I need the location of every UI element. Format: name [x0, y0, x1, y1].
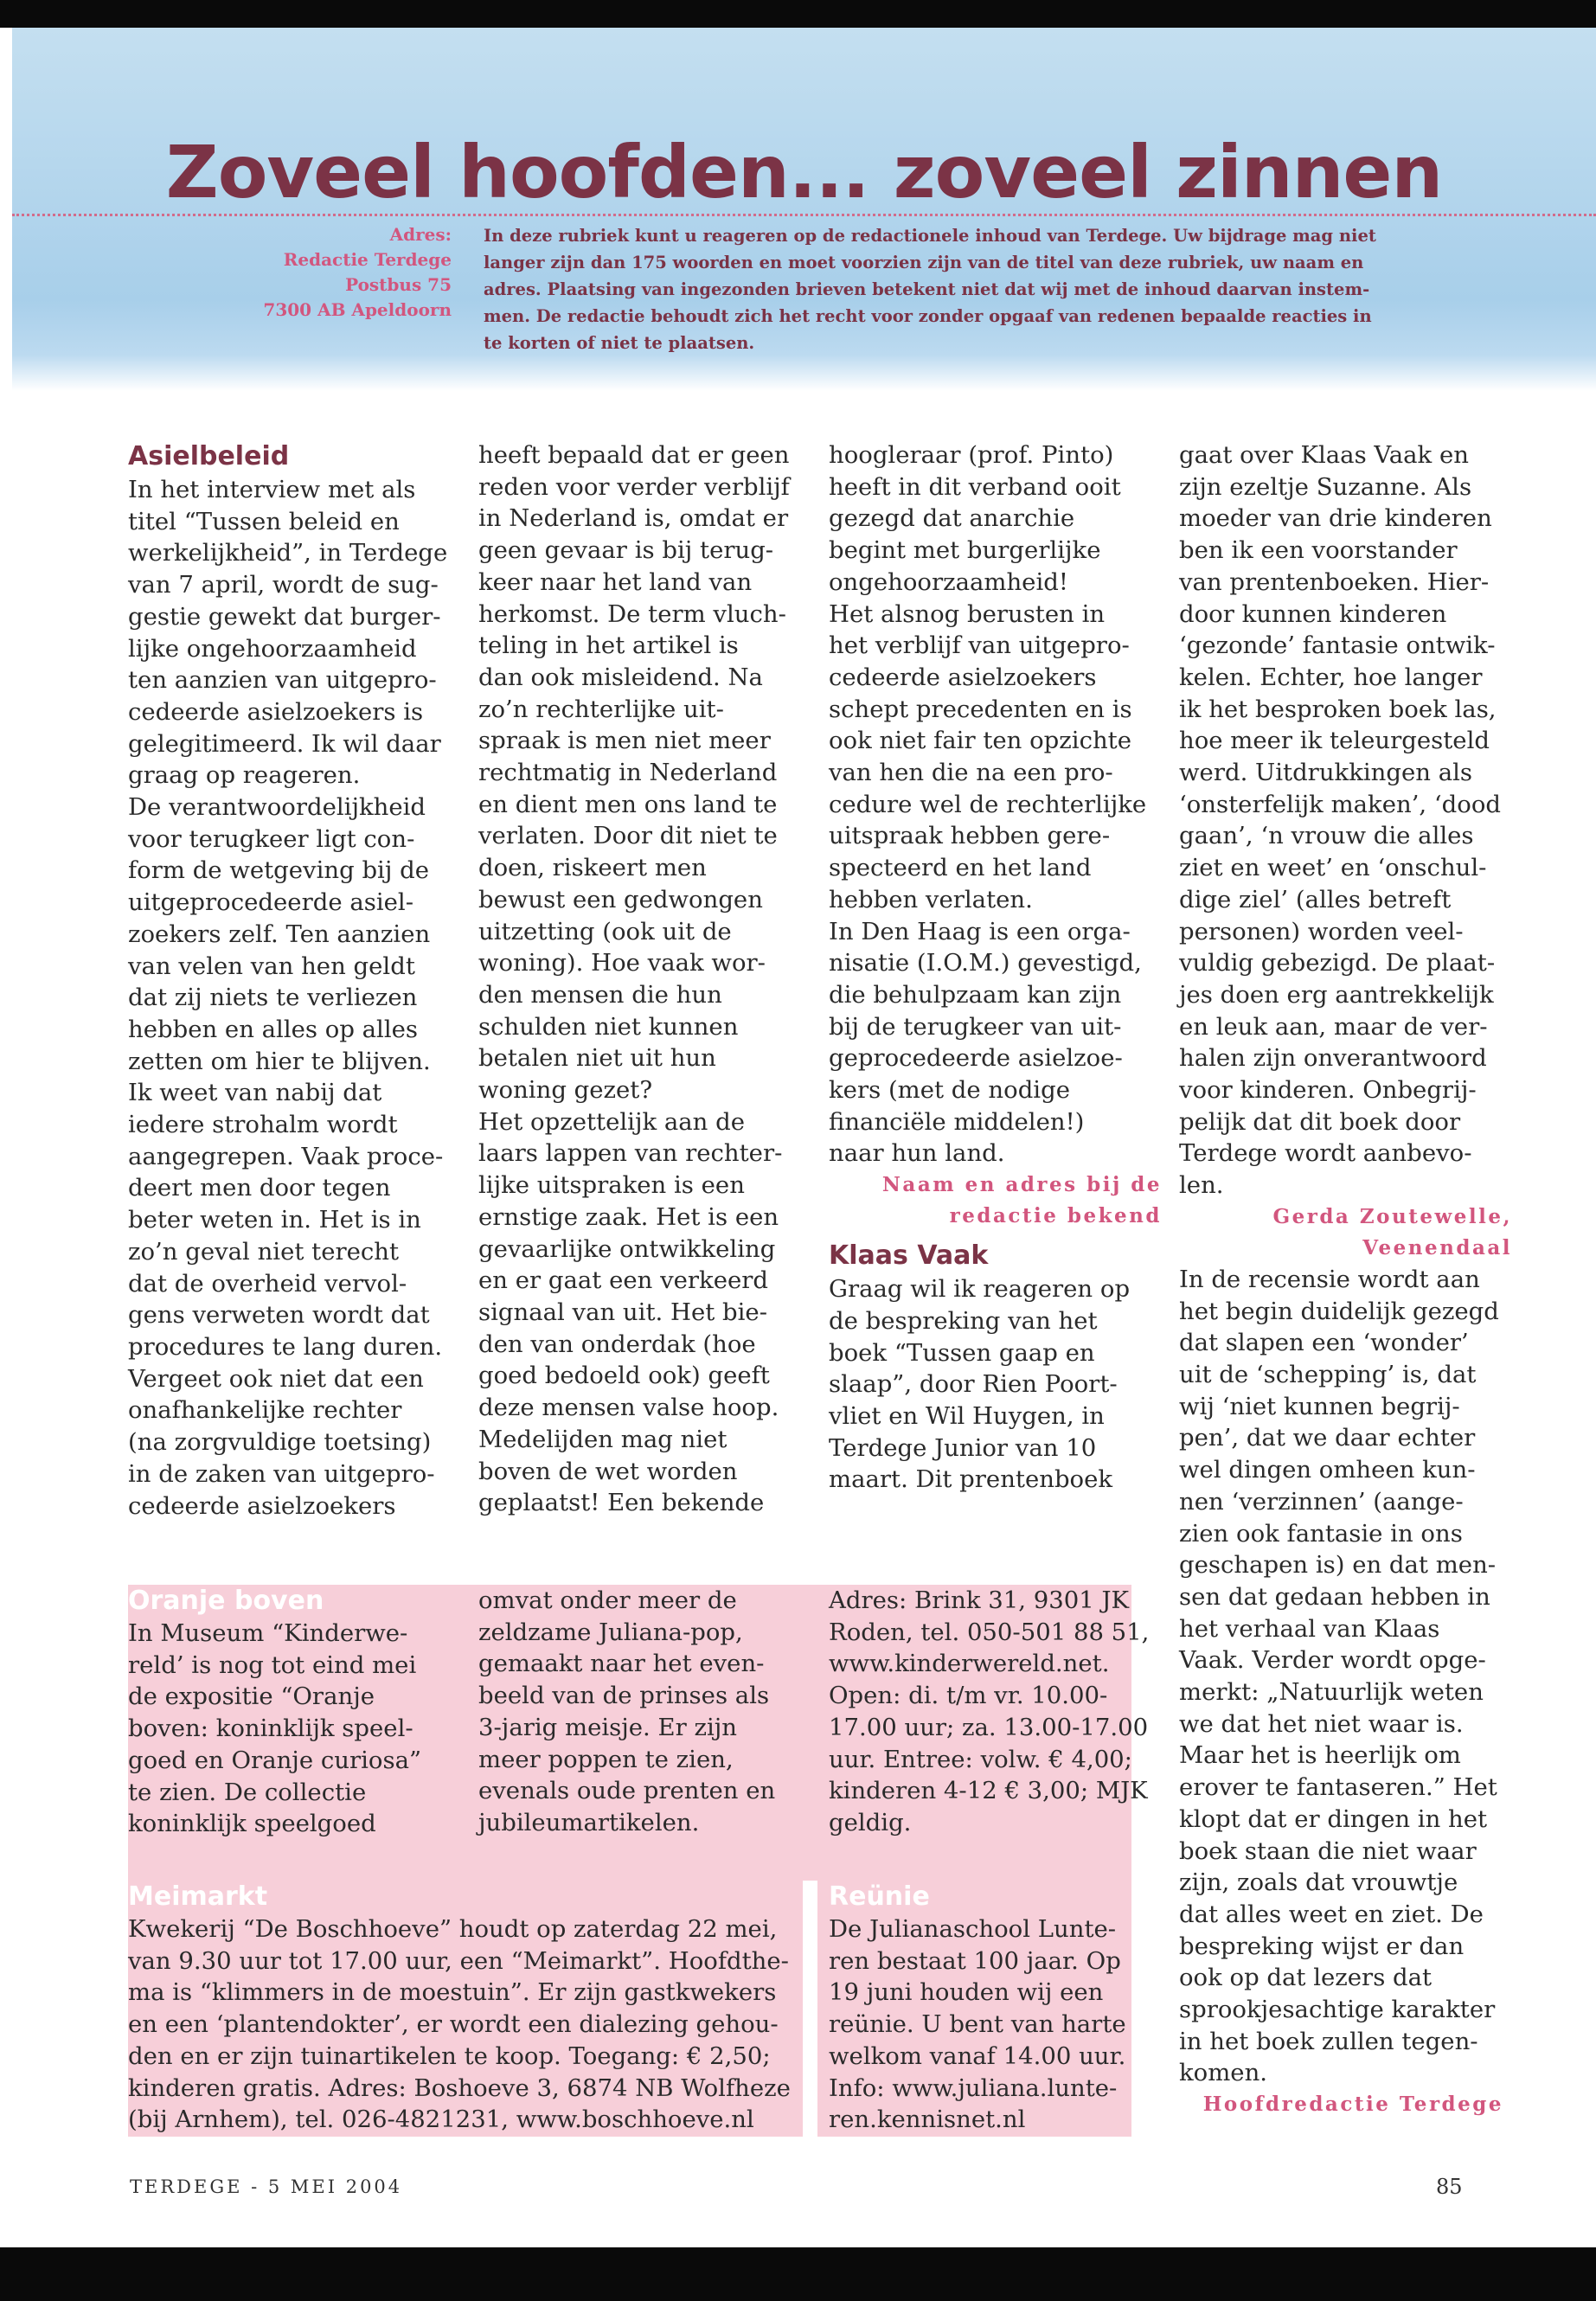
text-line: hoe meer ik teleurgesteld: [1179, 727, 1490, 755]
text-line: Adres: Brink 31, 9301 JK: [829, 1586, 1130, 1614]
text-line: in het boek zullen tegen-: [1179, 2027, 1478, 2055]
text-line: evenals oude prenten en: [478, 1777, 776, 1805]
text-line: Het opzettelijk aan de: [478, 1107, 745, 1136]
text-line: dat de overheid vervol-: [128, 1269, 407, 1298]
text-line: rechtmatig in Nederland: [478, 759, 778, 787]
text-line: ren bestaat 100 jaar. Op: [829, 1946, 1121, 1975]
text-line: geprocedeerde asielzoe-: [829, 1044, 1123, 1073]
text-line: beter weten in. Het is in: [128, 1206, 421, 1234]
text-line: voor kinderen. Onbegrij-: [1179, 1076, 1477, 1105]
text-line: ernstige zaak. Het is een: [478, 1202, 779, 1231]
text-line: in Nederland is, omdat er: [478, 504, 789, 533]
text-line: specteerd en het land: [829, 854, 1092, 882]
box-heading: Oranje boven: [128, 1586, 324, 1616]
letter-signature: [829, 1170, 1162, 1232]
text-line: ongehoorzaamheid!: [829, 567, 1068, 596]
article-body: [829, 1273, 1153, 1496]
text-line: De Julianaschool Lunte-: [829, 1915, 1117, 1943]
text-line: financiële middelen!): [829, 1107, 1085, 1136]
text-line: gemaakt naar het even-: [478, 1650, 765, 1678]
text-line: Vergeet ook niet dat een: [128, 1364, 424, 1393]
letter-signature: [1179, 1202, 1512, 1264]
text-line: het begin duidelijk gezegd: [1179, 1297, 1499, 1325]
dotted-divider: [12, 214, 1596, 216]
text-line: aangegrepen. Vaak proce-: [128, 1142, 444, 1170]
box-body: [478, 1585, 803, 1839]
article-body: [1179, 1264, 1503, 2089]
letter-column-4: [1179, 439, 1512, 2120]
text-line: In Den Haag is een orga-: [829, 917, 1131, 945]
text-line: hebben verlaten.: [829, 885, 1033, 913]
text-line: moeder van drie kinderen: [1179, 504, 1492, 533]
text-line: meer poppen te zien,: [478, 1745, 734, 1773]
text-line: schulden niet kunnen: [478, 1012, 739, 1041]
text-line: door kunnen kinderen: [1179, 599, 1447, 628]
text-line: ik het besproken boek las,: [1179, 695, 1497, 723]
text-line: geldig.: [829, 1808, 912, 1836]
letter-column-2: [478, 439, 803, 1519]
intro-line: In deze rubriek kunt u reageren op de redactionele inhoud van Terdege. Uw bijdrage mag niet: [484, 226, 1376, 246]
intro-line: men. De redactie behoudt zich het recht voor zonder opgaaf van redenen bepaalde reacties in: [484, 306, 1372, 326]
text-line: 3-jarig meisje. Er zijn: [478, 1713, 738, 1741]
text-line: dat slapen een ‘wonder’: [1179, 1329, 1469, 1357]
text-line: ten aanzien van uitgepro-: [128, 666, 437, 695]
text-line: gestie gewekt dat burger-: [128, 602, 441, 631]
text-line: hoogleraar (prof. Pinto): [829, 441, 1114, 469]
text-line: het verhaal van Klaas: [1179, 1614, 1440, 1643]
box-heading: Reünie: [829, 1881, 930, 1912]
text-line: van 7 april, wordt de sug-: [128, 571, 439, 599]
text-line: dige ziel’ (alles betreft: [1179, 885, 1452, 913]
text-line: gezegd dat anarchie: [829, 504, 1075, 533]
text-line: boek “Tussen gaap en: [829, 1338, 1095, 1367]
editorial-address: [211, 222, 452, 323]
box-heading: Meimarkt: [128, 1881, 268, 1912]
text-line: de expositie “Oranje: [128, 1682, 375, 1711]
text-line: dat zij niets te verliezen: [128, 984, 418, 1012]
text-line: Info: www.juliana.lunte-: [829, 2073, 1118, 2102]
letter-signature: [1179, 2089, 1503, 2120]
text-line: deze mensen valse hoop.: [478, 1394, 779, 1422]
text-line: zeldzame Juliana-pop,: [478, 1618, 743, 1646]
text-line: Vaak. Verder wordt opge-: [1179, 1646, 1486, 1675]
text-line: van hen die na een pro-: [829, 759, 1113, 787]
text-line: kelen. Echter, hoe langer: [1179, 663, 1483, 691]
text-line: lijke uitspraken is een: [478, 1171, 745, 1200]
text-line: procedures te lang duren.: [128, 1332, 443, 1361]
box-oranje-boven: [128, 1585, 1150, 1881]
text-line: uitzetting (ook uit de: [478, 917, 732, 945]
text-line: uit de ‘schepping’ is, dat: [1179, 1360, 1477, 1388]
text-line: wel dingen omheen kun-: [1179, 1456, 1476, 1484]
text-line: Kwekerij “De Boschhoeve” houdt op zaterdag 22 mei,: [128, 1915, 778, 1943]
top-scan-border: [0, 0, 1596, 28]
text-line: goed en Oranje curiosa”: [128, 1746, 422, 1774]
page-title: Zoveel hoofden... zoveel zinnen: [165, 130, 1443, 215]
text-line: boek staan die niet waar: [1179, 1836, 1477, 1865]
article-body: [128, 474, 452, 1522]
text-line: omvat onder meer de: [478, 1586, 737, 1614]
text-line: klopt dat er dingen in het: [1179, 1804, 1488, 1833]
article-body: [829, 439, 1153, 1170]
text-line: zoekers zelf. Ten aanzien: [128, 920, 431, 948]
text-line: www.kinderwereld.net.: [829, 1650, 1110, 1678]
text-line: verlaten. Door dit niet te: [478, 822, 778, 850]
text-line: cedeerde asielzoekers: [128, 1491, 396, 1520]
text-line: gevaarlijke ontwikkeling: [478, 1234, 776, 1263]
text-line: form de wetgeving bij de: [128, 856, 429, 885]
text-line: reld’ is nog tot eind mei: [128, 1650, 417, 1679]
text-line: geplaatst! Een bekende: [478, 1489, 765, 1517]
text-line: titel “Tussen beleid en: [128, 507, 400, 535]
box-body: [829, 1585, 1150, 1839]
text-line: In Museum “Kinderwe-: [128, 1619, 408, 1647]
box-reunie: [817, 1881, 1131, 2137]
text-line: In het interview met als: [128, 476, 416, 503]
text-line: schept precedenten en is: [829, 695, 1132, 723]
text-line: halen zijn onverantwoord: [1179, 1044, 1487, 1073]
article-heading-asielbeleid: Asielbeleid: [128, 441, 290, 471]
text-line: slaap”, door Rien Poort-: [829, 1370, 1118, 1399]
text-line: Maar het is heerlijk om: [1179, 1741, 1461, 1770]
text-line: kers (met de nodige: [829, 1076, 1070, 1105]
box-body: [128, 1618, 452, 1840]
address-line: Adres:: [389, 224, 452, 245]
bottom-scan-border: [0, 2247, 1596, 2301]
letter-column-3: [829, 439, 1162, 1496]
text-line: jubileumartikelen.: [478, 1808, 700, 1836]
text-line: gelegitimeerd. Ik wil daar: [128, 729, 441, 758]
text-line: geschapen is) en dat men-: [1179, 1551, 1497, 1580]
signature-line: Naam en adres bij de: [881, 1173, 1162, 1197]
text-line: en dient men ons land te: [478, 790, 778, 818]
text-line: teling in het artikel is: [478, 631, 739, 660]
text-line: heeft in dit verband ooit: [829, 472, 1121, 501]
box-meimarkt: [128, 1881, 803, 2137]
text-line: in de zaken van uitgepro-: [128, 1459, 435, 1488]
text-line: zijn ezeltje Suzanne. Als: [1179, 472, 1472, 501]
text-line: den mensen die hun: [478, 980, 722, 1009]
text-line: onafhankelijke rechter: [128, 1396, 402, 1425]
text-line: deert men door tegen: [128, 1174, 391, 1202]
text-line: cedure wel de rechterlijke: [829, 790, 1147, 818]
text-line: pelijk dat dit boek door: [1179, 1107, 1461, 1136]
text-line: len.: [1179, 1171, 1224, 1200]
signature-line: Gerda Zoutewelle,: [1272, 1204, 1512, 1228]
text-line: woning). Hoe vaak wor-: [478, 949, 766, 977]
text-line: ben ik een voorstander: [1179, 536, 1458, 565]
text-line: het verblijf van uitgepro-: [829, 631, 1130, 660]
address-line: Redactie Terdege: [283, 249, 452, 270]
intro-line: langer zijn dan 175 woorden en moet voorzien zijn van de titel van deze rubriek, uw naam en: [484, 253, 1364, 272]
text-line: ren.kennisnet.nl: [829, 2106, 1026, 2134]
text-line: cedeerde asielzoekers: [829, 663, 1097, 691]
signature-line: redactie bekend: [949, 1204, 1162, 1228]
text-line: iedere strohalm wordt: [128, 1111, 398, 1139]
text-line: voor terugkeer ligt con-: [128, 824, 415, 853]
text-line: spraak is men niet meer: [478, 727, 771, 755]
text-line: bewust een gedwongen: [478, 885, 763, 913]
text-line: ‘onsterfelijk maken’, ‘dood: [1179, 790, 1501, 818]
text-line: den en er zijn tuinartikelen te koop. Toegang: € 2,50;: [128, 2041, 771, 2070]
text-line: de bespreking van het: [829, 1306, 1098, 1335]
text-line: gaat over Klaas Vaak en: [1179, 441, 1469, 469]
address-line: 7300 AB Apeldoorn: [263, 299, 452, 320]
text-line: erover te fantaseren.” Het: [1179, 1773, 1497, 1802]
text-line: doen, riskeert men: [478, 854, 707, 882]
text-line: van velen van hen geldt: [128, 952, 415, 980]
text-line: zo’n geval niet terecht: [128, 1237, 400, 1266]
text-line: den van onderdak (hoe: [478, 1330, 756, 1358]
letter-column-1: [128, 439, 452, 1522]
text-line: van prentenboeken. Hier-: [1179, 567, 1490, 596]
page-number: 85: [1436, 2175, 1463, 2199]
text-line: gens verweten wordt dat: [128, 1301, 430, 1330]
text-line: pen’, dat we daar echter: [1179, 1424, 1476, 1452]
text-line: geen gevaar is bij terug-: [478, 536, 774, 565]
text-line: nisatie (I.O.M.) gevestigd,: [829, 949, 1142, 977]
text-line: Het alsnog berusten in: [829, 599, 1106, 628]
text-line: reden voor verder verblijf: [478, 472, 790, 501]
text-line: beeld van de prinses als: [478, 1682, 770, 1710]
text-line: ziet en weet’ en ‘onschul-: [1179, 854, 1487, 882]
text-line: (na zorgvuldige toetsing): [128, 1428, 432, 1457]
text-line: Roden, tel. 050-501 88 51,: [829, 1618, 1150, 1646]
text-line: Terdege wordt aanbevo-: [1179, 1139, 1472, 1168]
article-body: [478, 439, 803, 1519]
intro-line: te korten of niet te plaatsen.: [484, 333, 755, 353]
text-line: dan ook misleidend. Na: [478, 663, 763, 691]
article-heading-klaas-vaak: Klaas Vaak: [829, 1240, 989, 1272]
text-line: begint met burgerlijke: [829, 536, 1101, 565]
intro-line: adres. Plaatsing van ingezonden brieven betekent niet dat wij met de inhoud daarvan instem-: [484, 279, 1370, 299]
text-line: In de recensie wordt aan: [1179, 1265, 1480, 1293]
text-line: De verantwoordelijkheid: [128, 793, 426, 822]
text-line: reünie. U bent van harte: [829, 2010, 1126, 2039]
text-line: koninklijk speelgoed: [128, 1810, 376, 1838]
box-body: [829, 1913, 1131, 2136]
article-body: [1179, 439, 1503, 1202]
text-line: zijn, zoals dat vrouwtje: [1179, 1868, 1458, 1897]
text-line: 17.00 uur; za. 13.00-17.00: [829, 1713, 1149, 1741]
text-line: nen ‘verzinnen’ (aange-: [1179, 1487, 1464, 1516]
text-line: welkom vanaf 14.00 uur.: [829, 2041, 1126, 2070]
footer-issue: TERDEGE - 5 MEI 2004: [130, 2176, 403, 2197]
text-line: dat alles weet en ziet. De: [1179, 1900, 1484, 1928]
text-line: bespreking wijst er dan: [1179, 1932, 1465, 1960]
text-line: uitgeprocedeerde asiel-: [128, 888, 413, 917]
text-line: keer naar het land van: [478, 567, 753, 596]
text-line: goed bedoeld ook) geeft: [478, 1362, 770, 1390]
text-line: en er gaat een verkeerd: [478, 1266, 768, 1295]
text-line: uitspraak hebben gere-: [829, 822, 1111, 850]
text-line: zetten om hier te blijven.: [128, 1047, 431, 1075]
text-line: lijke ongehoorzaamheid: [128, 634, 417, 663]
text-line: Medelijden mag niet: [478, 1425, 727, 1453]
box-body: [128, 1913, 803, 2136]
text-line: Graag wil ik reageren op: [829, 1275, 1131, 1304]
text-line: 19 juni houden wij een: [829, 1978, 1104, 2007]
text-line: wij ‘niet kunnen begrij-: [1179, 1392, 1460, 1420]
text-line: werd. Uitdrukkingen als: [1179, 759, 1472, 787]
text-line: te zien. De collectie: [128, 1778, 367, 1806]
text-line: gaan’, ‘n vrouw die alles: [1179, 822, 1474, 850]
rubric-intro: [484, 222, 1491, 356]
text-line: van 9.30 uur tot 17.00 uur, een “Meimarkt”. Hoofdthe-: [128, 1946, 789, 1975]
text-line: Terdege Junior van 10: [829, 1433, 1097, 1462]
text-line: komen.: [1179, 2059, 1268, 2087]
text-line: jes doen erg aantrekkelijk: [1179, 980, 1494, 1009]
text-line: personen) worden veel-: [1179, 917, 1464, 945]
text-line: die behulpzaam kan zijn: [829, 980, 1122, 1009]
text-line: ook niet fair ten opzichte: [829, 727, 1132, 755]
text-line: uur. Entree: volw. € 4,00;: [829, 1745, 1132, 1773]
text-line: en leuk aan, maar de ver-: [1179, 1012, 1488, 1041]
header-banner: [12, 28, 1596, 391]
text-line: zien ook fantasie in ons: [1179, 1519, 1463, 1548]
text-line: hebben en alles op alles: [128, 1015, 419, 1043]
text-line: ‘gezonde’ fantasie ontwik-: [1179, 631, 1496, 660]
text-line: betalen niet uit hun: [478, 1044, 716, 1073]
text-line: ma is “klimmers in de moestuin”. Er zijn gastkwekers: [128, 1978, 777, 2007]
text-line: werkelijkheid”, in Terdege: [128, 539, 448, 567]
signature-line: Veenendaal: [1362, 1235, 1512, 1259]
text-line: kinderen gratis. Adres: Boshoeve 3, 6874 NB Wolfheze: [128, 2073, 791, 2102]
text-line: we dat het niet waar is.: [1179, 1709, 1464, 1738]
text-line: graag op reageren.: [128, 761, 361, 790]
text-line: (bij Arnhem), tel. 026-4821231, www.boschhoeve.nl: [128, 2106, 754, 2134]
text-line: merkt: „Natuurlijk weten: [1179, 1678, 1484, 1707]
text-line: sen dat gedaan hebben in: [1179, 1582, 1490, 1611]
text-line: bij de terugkeer van uit-: [829, 1012, 1122, 1041]
text-line: en een ‘plantendokter’, er wordt een dialezing gehou-: [128, 2010, 779, 2039]
text-line: zo’n rechterlijke uit-: [478, 695, 724, 723]
text-line: Ik weet van nabij dat: [128, 1079, 382, 1107]
text-line: signaal van uit. Het bie-: [478, 1298, 767, 1326]
text-line: vliet en Wil Huygen, in: [829, 1401, 1105, 1430]
signature-line: Hoofdredactie Terdege: [1202, 2093, 1503, 2117]
text-line: herkomst. De term vluch-: [478, 599, 786, 628]
text-line: laars lappen van rechter-: [478, 1139, 783, 1168]
text-line: Open: di. t/m vr. 10.00-: [829, 1682, 1108, 1710]
text-line: kinderen 4-12 € 3,00; MJK: [829, 1777, 1148, 1805]
text-line: heeft bepaald dat er geen: [478, 441, 790, 469]
text-line: ook op dat lezers dat: [1179, 1964, 1433, 1992]
text-line: maart. Dit prentenboek: [829, 1465, 1113, 1494]
text-line: sprookjesachtige karakter: [1179, 1996, 1496, 2024]
text-line: naar hun land.: [829, 1139, 1005, 1168]
text-line: cedeerde asielzoekers is: [128, 697, 424, 726]
text-line: woning gezet?: [478, 1076, 653, 1105]
text-line: boven: koninklijk speel-: [128, 1715, 413, 1743]
text-line: vuldig gebezigd. De plaat-: [1179, 949, 1496, 977]
text-line: boven de wet worden: [478, 1457, 738, 1485]
address-line: Postbus 75: [345, 274, 452, 295]
